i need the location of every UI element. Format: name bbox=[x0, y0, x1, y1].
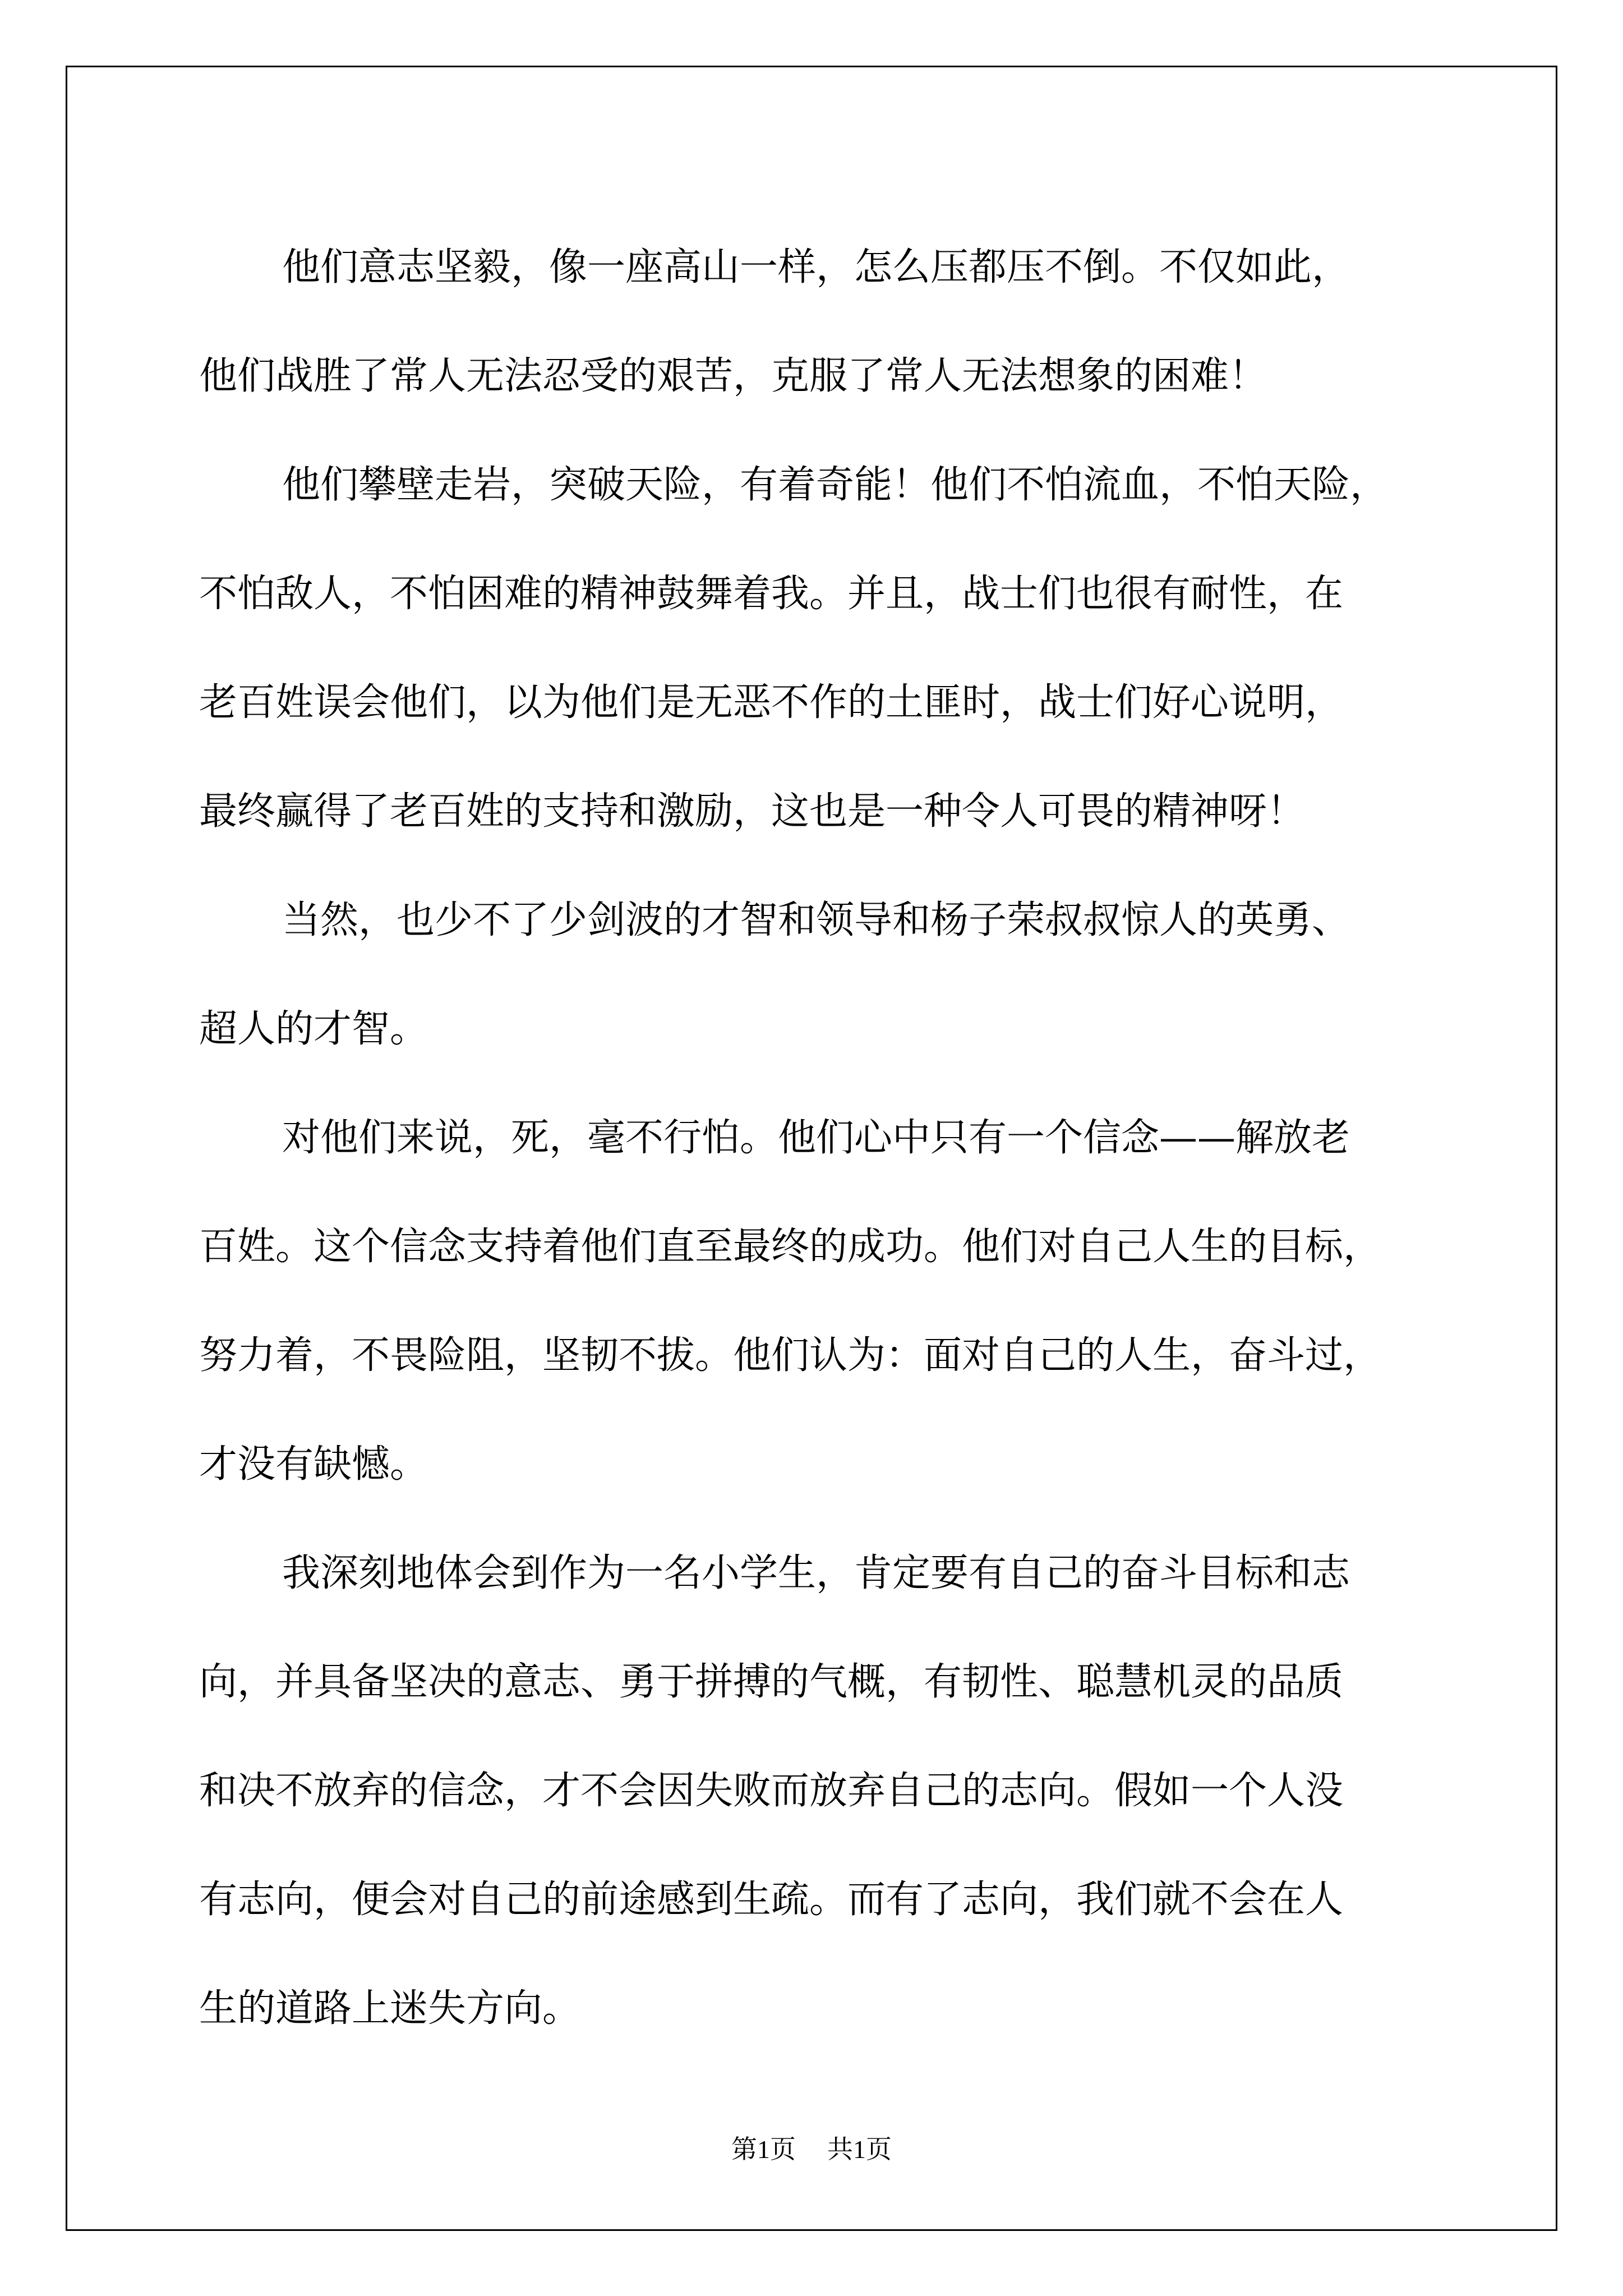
text-line: 百姓。这个信念支持着他们直至最终的成功。他们对自己人生的目标， bbox=[199, 1225, 1382, 1269]
text-line: 我深刻地体会到作为一名小学生，肯定要有自己的奋斗目标和志 bbox=[282, 1551, 1350, 1595]
text-line: 向，并具备坚决的意志、勇于拼搏的气概，有韧性、聪慧机灵的品质 bbox=[199, 1660, 1344, 1704]
page-number-total: 共1页 bbox=[827, 2135, 892, 2164]
page-footer bbox=[0, 2129, 1623, 2166]
text-line: 超人的才智。 bbox=[199, 1007, 428, 1051]
text-line: 老百姓误会他们，以为他们是无恶不作的土匪时，战士们好心说明， bbox=[199, 680, 1344, 725]
text-line: 他们意志坚毅，像一座高山一样，怎么压都压不倒。不仅如此， bbox=[282, 245, 1350, 289]
text-line: 对他们来说，死，毫不行怕。他们心中只有一个信念——解放老 bbox=[282, 1116, 1350, 1160]
text-line: 努力着，不畏险阻，坚韧不拔。他们认为：面对自己的人生，奋斗过， bbox=[199, 1333, 1382, 1378]
text-line: 才没有缺憾。 bbox=[199, 1442, 428, 1487]
text-line: 和决不放弃的信念，才不会因失败而放弃自己的志向。假如一个人没 bbox=[199, 1769, 1344, 1813]
text-line: 生的道路上迷失方向。 bbox=[199, 1986, 581, 2031]
text-line: 不怕敌人，不怕困难的精神鼓舞着我。并且，战士们也很有耐性，在 bbox=[199, 572, 1344, 616]
page-number-current: 第1页 bbox=[731, 2135, 796, 2164]
document-body bbox=[199, 213, 1436, 2063]
text-line: 他们攀壁走岩，突破天险，有着奇能！他们不怕流血，不怕天险， bbox=[282, 463, 1389, 507]
text-line: 他们战胜了常人无法忍受的艰苦，克服了常人无法想象的困难！ bbox=[199, 354, 1267, 398]
text-line: 当然，也少不了少剑波的才智和领导和杨子荣叔叔惊人的英勇、 bbox=[282, 898, 1350, 942]
text-line: 最终赢得了老百姓的支持和激励，这也是一种令人可畏的精神呀！ bbox=[199, 789, 1306, 834]
text-line: 有志向，便会对自己的前途感到生疏。而有了志向，我们就不会在人 bbox=[199, 1878, 1344, 1922]
